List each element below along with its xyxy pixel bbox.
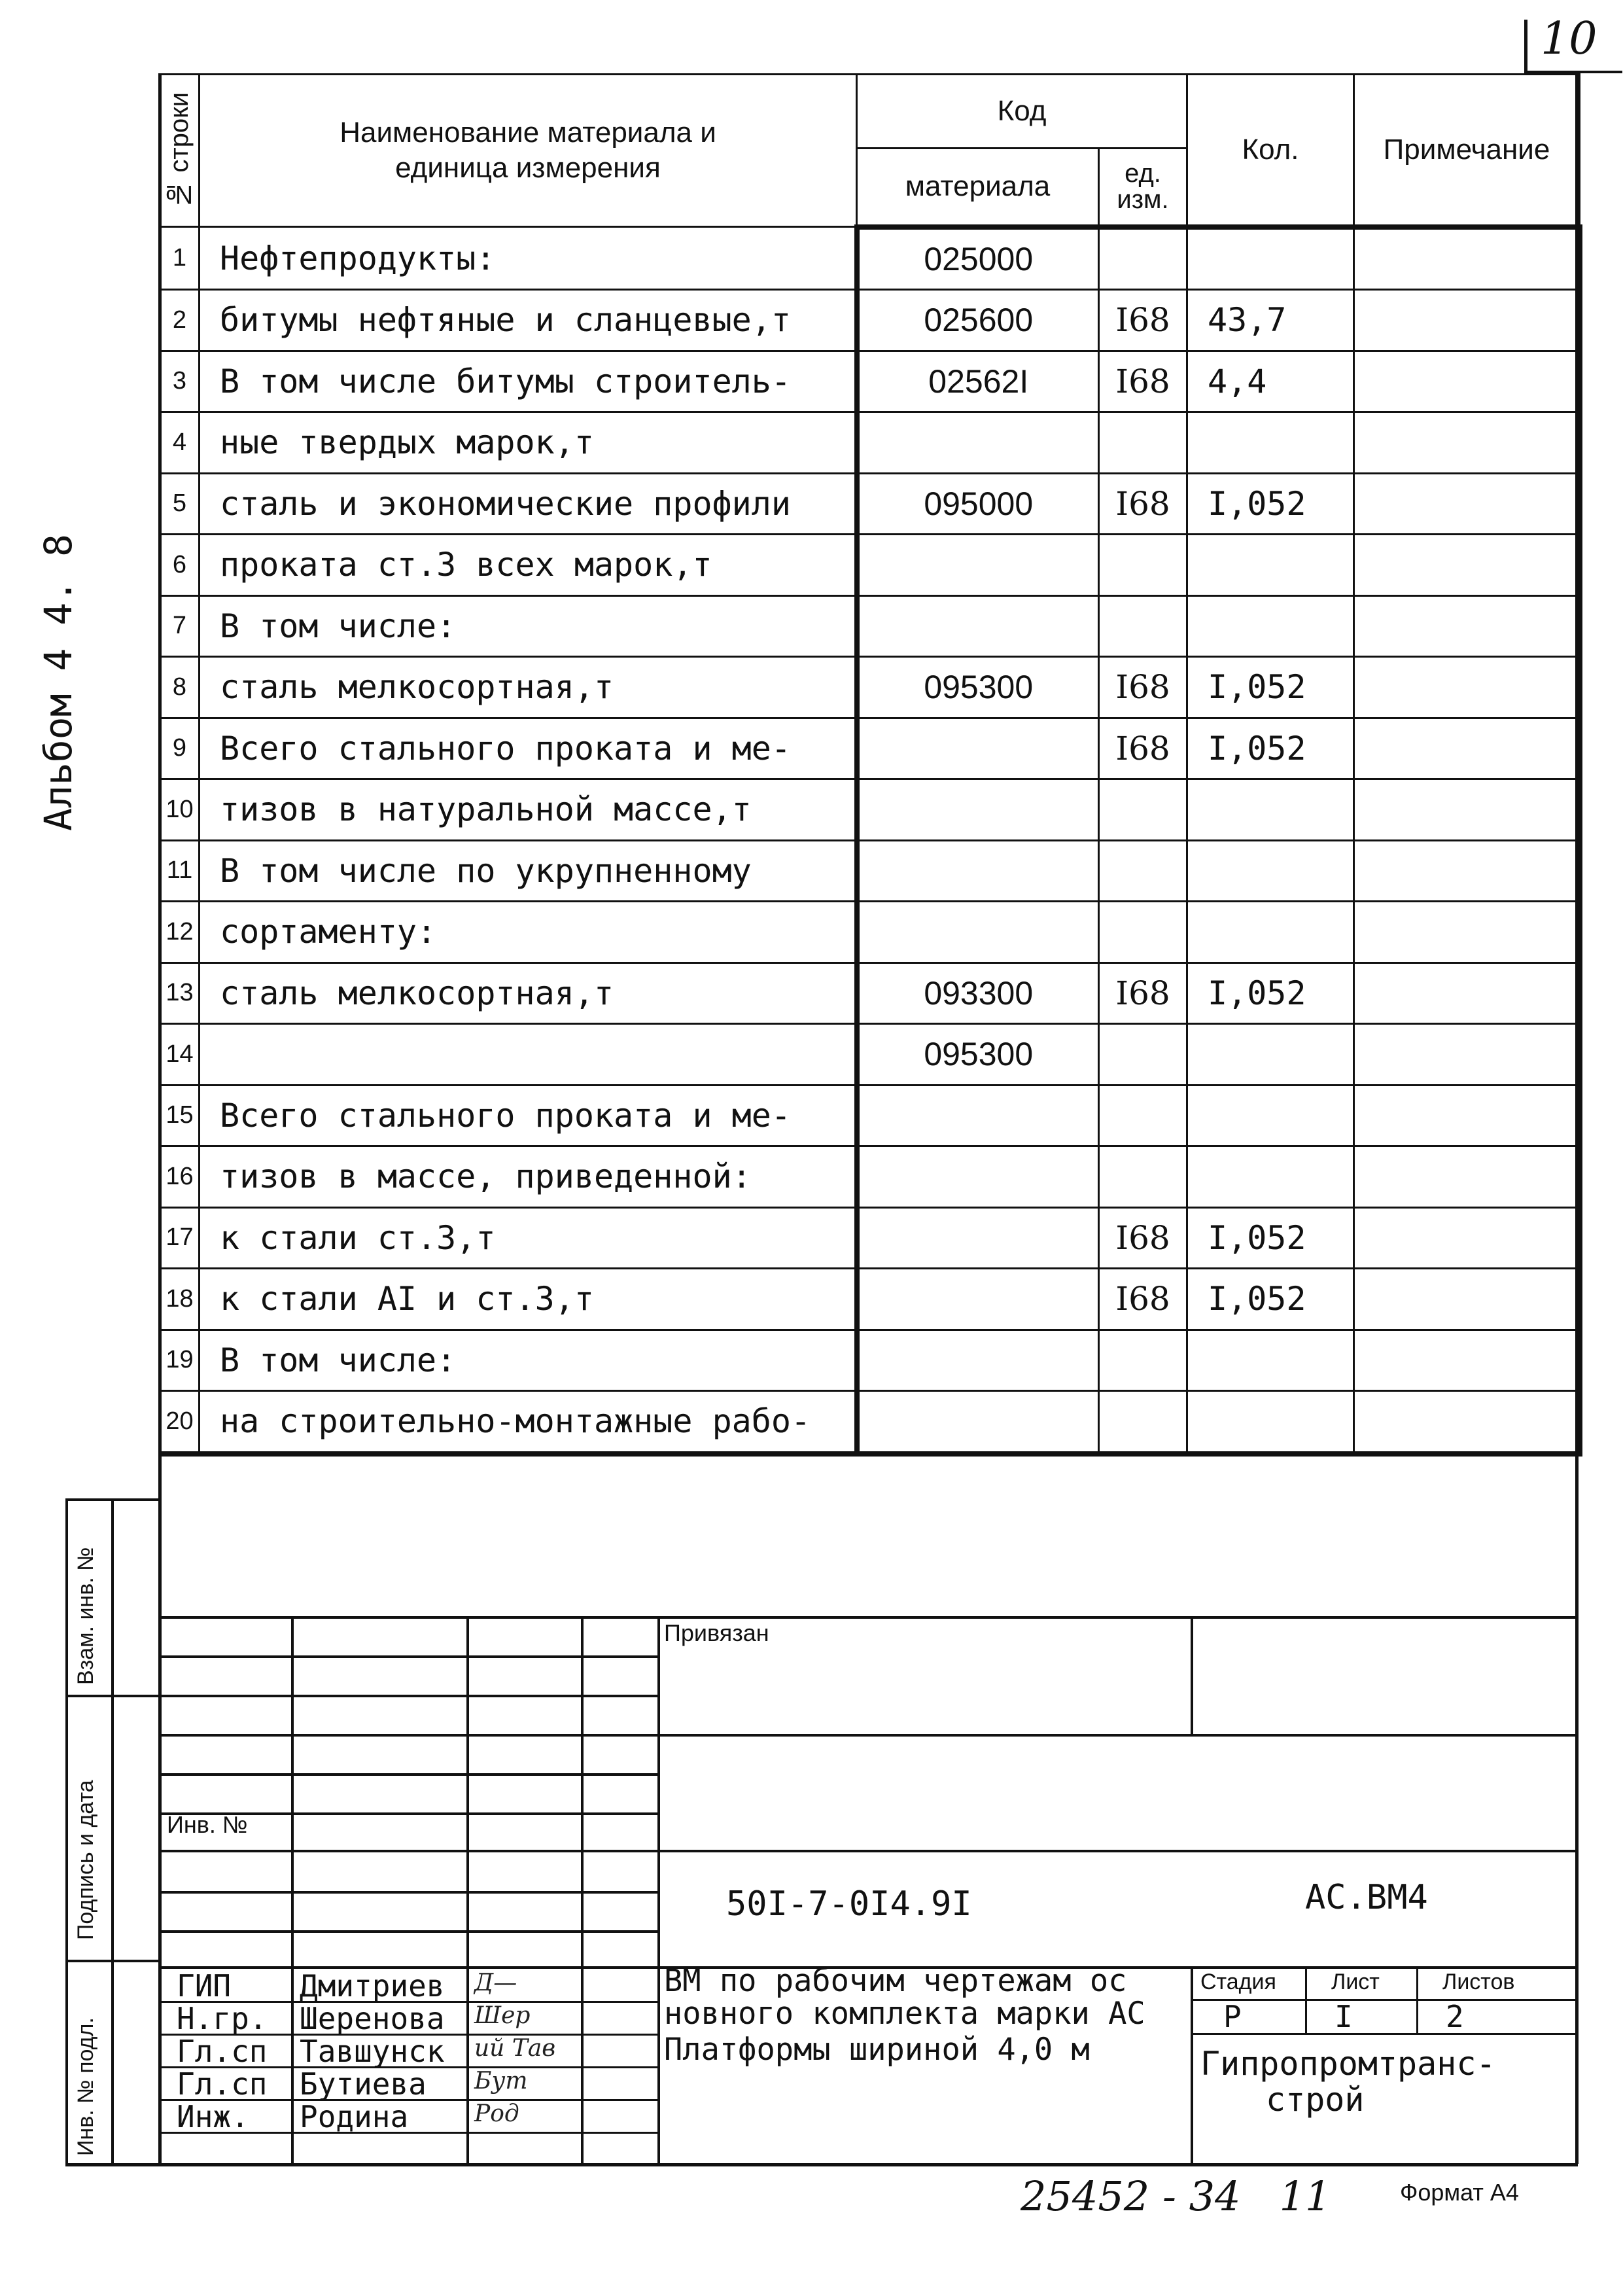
tb-h3 (158, 1695, 659, 1697)
stage-label: Стадия (1200, 1969, 1276, 1994)
quantity: 4,4 (1187, 351, 1354, 412)
tb-v3 (581, 1616, 584, 2166)
material-code: 093300 (857, 963, 1099, 1024)
signer-name: Тавшунск (300, 2034, 445, 2069)
row-number: 14 (160, 1024, 200, 1086)
org-line-1: Гипропромтранс- (1200, 2045, 1496, 2083)
quantity (1187, 1085, 1354, 1146)
table-row (160, 351, 1580, 412)
table-row (160, 412, 1580, 474)
header-code-material: материала (857, 149, 1099, 227)
row-number: 5 (160, 473, 200, 535)
title-line-2: новного комплекта марки АС (664, 1996, 1145, 2032)
material-code (857, 1146, 1099, 1208)
unit-code: I68 (1099, 473, 1187, 535)
signer-name: Родина (300, 2099, 409, 2134)
org-line-2: строй (1266, 2081, 1365, 2119)
stamp-vzam: Взам. инв. № (73, 1547, 98, 1685)
tb-v1 (291, 1616, 294, 2166)
signer-role: ГИП (177, 1968, 232, 2004)
signature: Бут (474, 2068, 528, 2094)
material-code: 02562I (857, 351, 1099, 412)
header-code: Код (857, 75, 1187, 149)
material-code (857, 595, 1099, 657)
stamp-inner-left (111, 1498, 114, 2166)
signature: Род (474, 2100, 519, 2127)
table-row (160, 1207, 1580, 1269)
table-row (160, 290, 1580, 351)
doc-code: 50I-7-0I4.9I (726, 1884, 972, 1924)
quantity (1187, 1146, 1354, 1208)
material-code (857, 1269, 1099, 1330)
format-label: Формат А4 (1400, 2179, 1519, 2206)
material-code (857, 535, 1099, 596)
header-code-unit: ед. изм. (1099, 149, 1187, 227)
sheet-value: I (1335, 1999, 1353, 2034)
table-row (160, 718, 1580, 779)
sheet-label: Лист (1331, 1969, 1380, 1994)
note (1354, 1269, 1580, 1330)
tb-v2 (466, 1616, 469, 2166)
material-name: В том числе: (200, 595, 857, 657)
row-number: 12 (160, 902, 200, 963)
material-code (857, 1207, 1099, 1269)
signer-role: Гл.сп (177, 2066, 268, 2102)
row-number: 17 (160, 1207, 200, 1269)
tb-v7 (1305, 1966, 1307, 2035)
tb-h7 (158, 1850, 1578, 1852)
row-number: 16 (160, 1146, 200, 1208)
material-code: 095300 (857, 1024, 1099, 1086)
material-name: проката ст.3 всех марок,т (200, 535, 857, 596)
row-number: 7 (160, 595, 200, 657)
note (1354, 779, 1580, 841)
quantity (1187, 902, 1354, 963)
stamp-inv-podl: Инв. № подл. (73, 2017, 98, 2156)
table-row (160, 1391, 1580, 1454)
table-row (160, 840, 1580, 902)
table-row (160, 779, 1580, 841)
unit-code (1099, 1391, 1187, 1454)
table-row (160, 1146, 1580, 1208)
signature: Д— (474, 1969, 517, 1996)
quantity: I,052 (1187, 657, 1354, 718)
unit-code: I68 (1099, 1207, 1187, 1269)
table-row (160, 963, 1580, 1024)
header-note: Примечание (1354, 75, 1580, 227)
unit-code (1099, 412, 1187, 474)
row-number: 11 (160, 840, 200, 902)
note (1354, 1391, 1580, 1454)
header-name: Наименование материала и единица измерения (200, 75, 857, 227)
row-number: 10 (160, 779, 200, 841)
unit-code: I68 (1099, 1269, 1187, 1330)
material-name: сортаменту: (200, 902, 857, 963)
material-code (857, 1330, 1099, 1391)
tb-v5 (1191, 1616, 1193, 1734)
table-row (160, 473, 1580, 535)
note (1354, 535, 1580, 596)
material-code: 025000 (857, 227, 1099, 290)
tb-h8 (158, 1891, 659, 1894)
quantity (1187, 595, 1354, 657)
unit-code (1099, 779, 1187, 841)
unit-code: I68 (1099, 351, 1187, 412)
signer-role: Гл.сп (177, 2034, 268, 2069)
unit-code: I68 (1099, 290, 1187, 351)
row-number: 1 (160, 227, 200, 290)
tb-h4 (158, 1734, 1578, 1737)
table-row (160, 595, 1580, 657)
unit-code (1099, 902, 1187, 963)
stage-value: Р (1223, 1999, 1242, 2034)
note (1354, 412, 1580, 474)
tb-h2 (158, 1655, 659, 1658)
material-name: Всего стального проката и ме- (200, 718, 857, 779)
material-code: 095000 (857, 473, 1099, 535)
note (1354, 1330, 1580, 1391)
material-name: сталь мелкосортная,т (200, 657, 857, 718)
unit-code (1099, 1024, 1187, 1086)
handwritten-number: 25452 - 34 11 (1021, 2172, 1331, 2220)
material-name: Всего стального проката и ме- (200, 1085, 857, 1146)
row-number: 13 (160, 963, 200, 1024)
signer-name: Дмитриев (300, 1968, 445, 2004)
stamp-outer-left (65, 1498, 68, 2166)
tb-h1 (158, 1616, 1578, 1619)
material-code (857, 412, 1099, 474)
material-name: на строительно-монтажные рабо- (200, 1391, 857, 1454)
quantity: 43,7 (1187, 290, 1354, 351)
note (1354, 840, 1580, 902)
title-line-3: Платформы шириной 4,0 м (664, 2032, 1090, 2068)
page-number-divider (1524, 20, 1527, 72)
material-code: 025600 (857, 290, 1099, 351)
table-row (160, 535, 1580, 596)
material-name: к стали АI и ст.3,т (200, 1269, 857, 1330)
table-row (160, 227, 1580, 290)
album-note: Альбом 4 4. 8 (36, 534, 80, 831)
signer-name: Бутиева (300, 2066, 427, 2102)
material-name: В том числе по укрупненному (200, 840, 857, 902)
row-number: 3 (160, 351, 200, 412)
tb-h5 (158, 1773, 659, 1776)
tb-v8 (1416, 1966, 1418, 2035)
row-number: 15 (160, 1085, 200, 1146)
tb-h-stage-mid (1191, 1999, 1578, 2001)
unit-code (1099, 595, 1187, 657)
stamp-podpis: Подпись и дата (73, 1780, 98, 1940)
unit-code (1099, 1085, 1187, 1146)
signer-name: Шеренова (300, 2001, 445, 2036)
quantity: I,052 (1187, 963, 1354, 1024)
quantity (1187, 840, 1354, 902)
material-code (857, 718, 1099, 779)
material-code (857, 1085, 1099, 1146)
row-number: 20 (160, 1391, 200, 1454)
row-number: 4 (160, 412, 200, 474)
material-name: Нефтепродукты: (200, 227, 857, 290)
note (1354, 657, 1580, 718)
signature: Шер (474, 2002, 531, 2029)
material-name: битумы нефтяные и сланцевые,т (200, 290, 857, 351)
note (1354, 718, 1580, 779)
material-name: тизов в натуральной массе,т (200, 779, 857, 841)
material-name (200, 1024, 857, 1086)
quantity (1187, 1024, 1354, 1086)
material-code (857, 840, 1099, 902)
quantity (1187, 1391, 1354, 1454)
unit-code (1099, 1146, 1187, 1208)
privyazan-label: Привязан (664, 1619, 769, 1646)
unit-code: I68 (1099, 963, 1187, 1024)
row-number: 6 (160, 535, 200, 596)
material-name: В том числе: (200, 1330, 857, 1391)
note (1354, 1085, 1580, 1146)
materials-table (159, 73, 1582, 1457)
material-code (857, 902, 1099, 963)
quantity: I,052 (1187, 1207, 1354, 1269)
signer-role: Инж. (177, 2099, 249, 2134)
quantity (1187, 1330, 1354, 1391)
note (1354, 290, 1580, 351)
tb-h9 (158, 1930, 659, 1933)
row-number: 8 (160, 657, 200, 718)
material-name: ные твердых марок,т (200, 412, 857, 474)
unit-code: I68 (1099, 718, 1187, 779)
header-qty: Кол. (1187, 75, 1354, 227)
table-row (160, 902, 1580, 963)
material-code (857, 779, 1099, 841)
table-row (160, 1330, 1580, 1391)
unit-code (1099, 1330, 1187, 1391)
row-number: 18 (160, 1269, 200, 1330)
unit-code: I68 (1099, 657, 1187, 718)
material-name: к стали ст.3,т (200, 1207, 857, 1269)
table-row (160, 1024, 1580, 1086)
unit-code (1099, 227, 1187, 290)
note (1354, 902, 1580, 963)
stamp-top (65, 1498, 161, 1501)
quantity (1187, 535, 1354, 596)
quantity: I,052 (1187, 473, 1354, 535)
table-row (160, 1085, 1580, 1146)
material-name: тизов в массе, приведенной: (200, 1146, 857, 1208)
material-name: сталь мелкосортная,т (200, 963, 857, 1024)
row-number: 19 (160, 1330, 200, 1391)
header-row-number: № строки (160, 75, 200, 227)
quantity (1187, 227, 1354, 290)
quantity (1187, 412, 1354, 474)
material-code (857, 1391, 1099, 1454)
sheets-label: Листов (1442, 1969, 1515, 1994)
material-name: В том числе битумы строитель- (200, 351, 857, 412)
title-line-1: ВМ по рабочим чертежам ос (664, 1963, 1127, 1999)
unit-code (1099, 840, 1187, 902)
quantity (1187, 779, 1354, 841)
quantity: I,052 (1187, 718, 1354, 779)
material-code: 095300 (857, 657, 1099, 718)
doc-mark: АС.ВМ4 (1305, 1878, 1428, 1917)
row-number: 2 (160, 290, 200, 351)
quantity: I,052 (1187, 1269, 1354, 1330)
note (1354, 1024, 1580, 1086)
tb-v6 (1191, 1966, 1193, 2166)
note (1354, 351, 1580, 412)
tb-v4 (657, 1616, 660, 2166)
inv-no-label: Инв. № (167, 1811, 248, 1838)
table-row (160, 1269, 1580, 1330)
note (1354, 1146, 1580, 1208)
signer-role: Н.гр. (177, 2001, 268, 2036)
row-number: 9 (160, 718, 200, 779)
stamp-div-2 (65, 1960, 161, 1962)
note (1354, 227, 1580, 290)
table-row (160, 657, 1580, 718)
note (1354, 473, 1580, 535)
note (1354, 963, 1580, 1024)
stamp-div-1 (65, 1695, 161, 1697)
sheets-value: 2 (1446, 1999, 1464, 2034)
note (1354, 1207, 1580, 1269)
signature: ий Тав (474, 2035, 556, 2062)
unit-code (1099, 535, 1187, 596)
note (1354, 595, 1580, 657)
page-number: 10 (1541, 13, 1597, 65)
tb-h-stage-bot (1191, 2033, 1578, 2035)
material-name: сталь и экономические профили (200, 473, 857, 535)
